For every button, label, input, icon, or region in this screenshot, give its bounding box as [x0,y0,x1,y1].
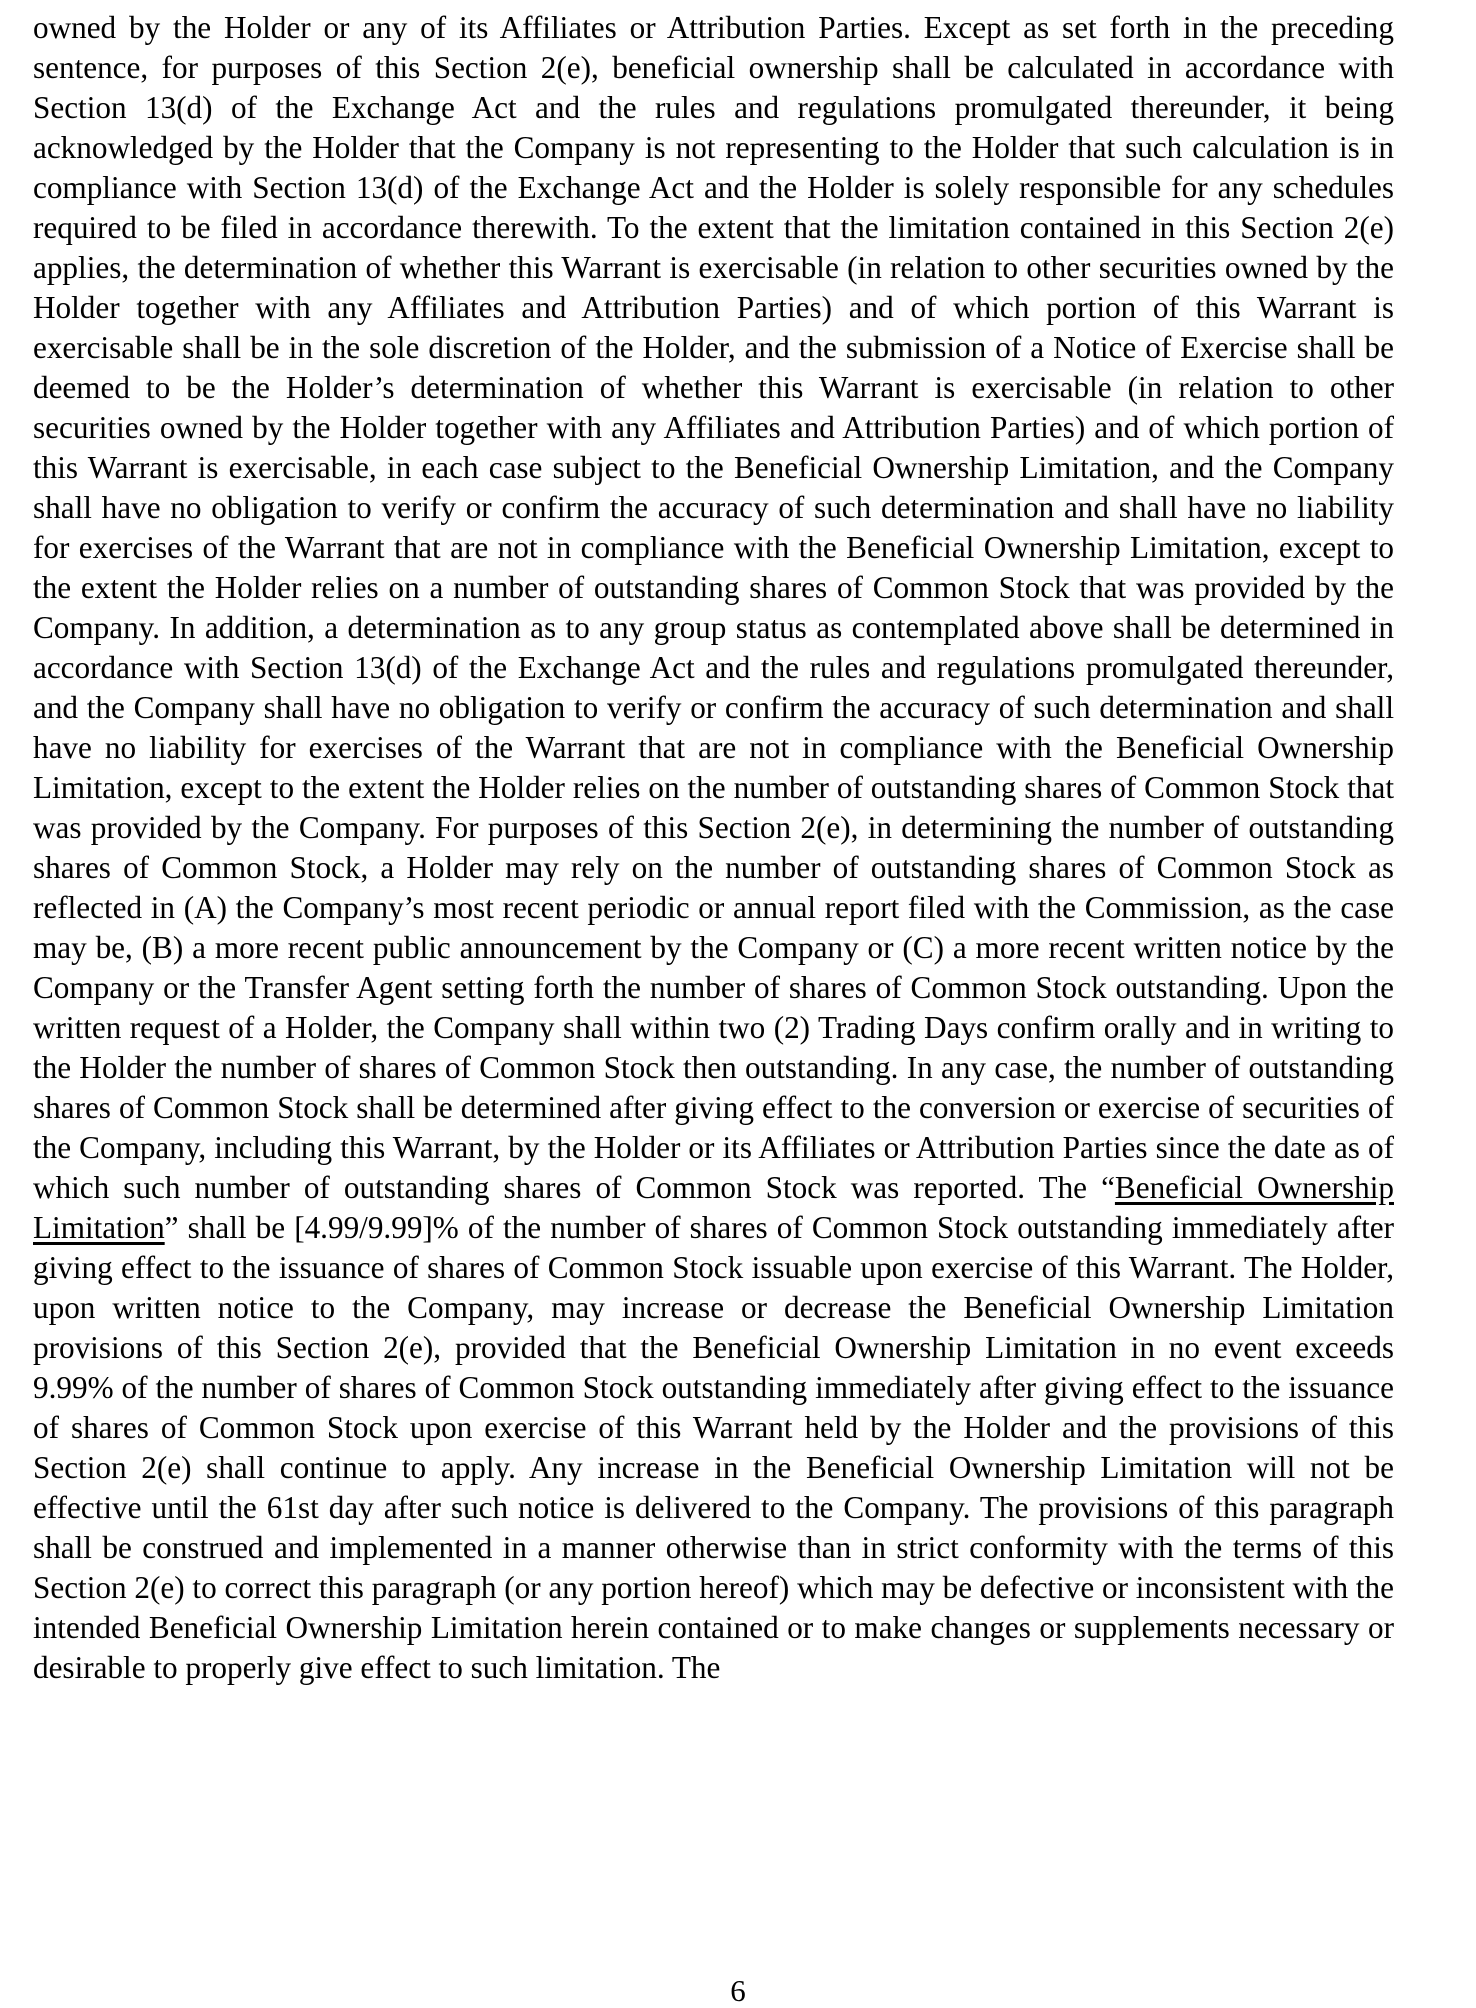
defined-term-beneficial-ownership-limitation: Beneficial Ownership Limitation [33,1170,1394,1245]
paragraph-text-before-term: owned by the Holder or any of its Affiliates or Attribution Parties. Except as set forth in the preceding sentence, for purposes of this Section 2(e), beneficial ownership shall be calculated in accordance with Section 13(d) of the Exchange Act and the rules and regulations promulgated thereunder, it being acknowledged by the Holder that the Company is not representing to the Holder that such calculation is in compliance with Section 13(d) of the Exchange Act and the Holder is solely responsible for any schedules required to be filed in accordance therewith. To the extent that the limitation contained in this Section 2(e) applies, the determination of whether this Warrant is exercisable (in relation to other securities owned by the Holder together with any Affiliates and Attribution Parties) and of which portion of this Warrant is exercisable shall be in the sole discretion of the Holder, and the submission of a Notice of Exercise shall be deemed to be the Holder’s determination of whether this Warrant is exercisable (in relation to other securities owned by the Holder together with any Affiliates and Attribution Parties) and of which portion of this Warrant is exercisable, in each case subject to the Beneficial Ownership Limitation, and the Company shall have no obligation to verify or confirm the accuracy of such determination and shall have no liability for exercises of the Warrant that are not in compliance with the Beneficial Ownership Limitation, except to the extent the Holder relies on a number of outstanding shares of Common Stock that was provided by the Company. In addition, a determination as to any group status as contemplated above shall be determined in accordance with Section 13(d) of the Exchange Act and the rules and regulations promulgated thereunder, and the Company shall have no obligation to verify or confirm the accuracy of such determination and shall have no liability for exercises of the Warrant that are not in compliance with the Beneficial Ownership Limitation, except to the extent the Holder relies on the number of outstanding shares of Common Stock that was provided by the Company. For purposes of this Section 2(e), in determining the number of outstanding shares of Common Stock, a Holder may rely on the number of outstanding shares of Common Stock as reflected in (A) the Company’s most recent periodic or annual report filed with the Commission, as the case may be, (B) a more recent public announcement by the Company or (C) a more recent written notice by the Company or the Transfer Agent setting forth the number of shares of Common Stock outstanding. Upon the written request of a Holder, the Company shall within two (2) Trading Days confirm orally and in writing to the Holder the number of shares of Common Stock then outstanding. In any case, the number of outstanding shares of Common Stock shall be determined after giving effect to the conversion or exercise of securities of the Company, including this Warrant, by the Holder or its Affiliates or Attribution Parties since the date as of which such number of outstanding shares of Common Stock was reported. The “ [33,10,1394,1205]
paragraph-text-after-term: ” shall be [4.99/9.99]% of the number of shares of Common Stock outstanding immediately after giving effect to the issuance of shares of Common Stock issuable upon exercise of this Warrant. The Holder, upon written notice to the Company, may increase or decrease the Beneficial Ownership Limitation provisions of this Section 2(e), provided that the Beneficial Ownership Limitation in no event exceeds 9.99% of the number of shares of Common Stock outstanding immediately after giving effect to the issuance of shares of Common Stock upon exercise of this Warrant held by the Holder and the provisions of this Section 2(e) shall continue to apply. Any increase in the Beneficial Ownership Limitation will not be effective until the 61st day after such notice is delivered to the Company. The provisions of this paragraph shall be construed and implemented in a manner otherwise than in strict conformity with the terms of this Section 2(e) to correct this paragraph (or any portion hereof) which may be defective or inconsistent with the intended Beneficial Ownership Limitation herein contained or to make changes or supplements necessary or desirable to properly give effect to such limitation. The [33,1210,1394,1685]
page-number: 6 [730,1973,746,2008]
body-paragraph [33,8,1394,1688]
